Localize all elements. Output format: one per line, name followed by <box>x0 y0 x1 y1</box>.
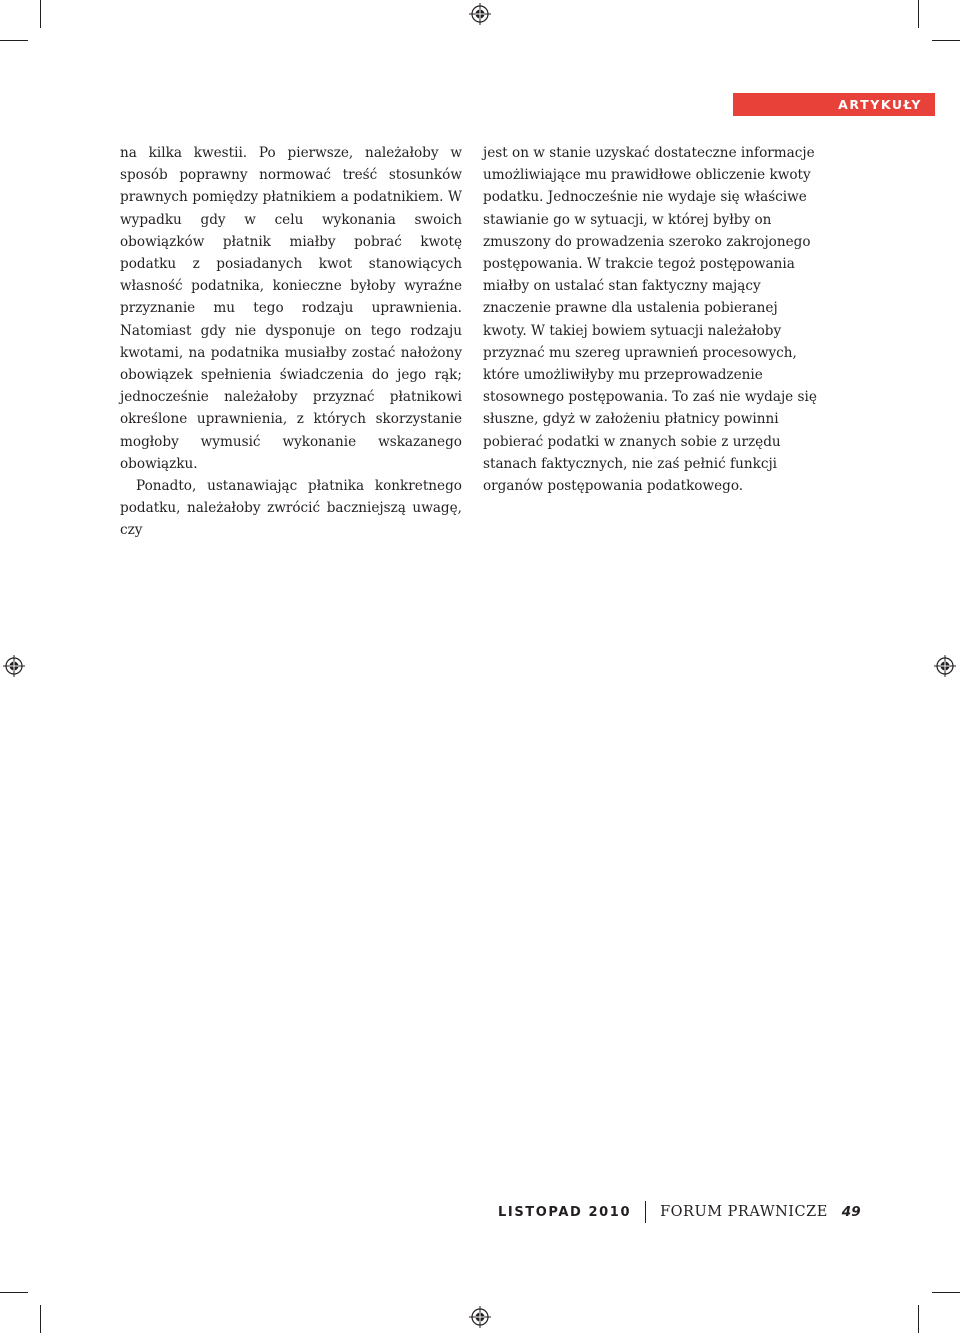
crop-mark <box>918 1305 919 1333</box>
paragraph: Ponadto, ustanawiając płatnika konkretnego podatku, należałoby zwrócić baczniejszą uwagę, czy <box>120 478 462 539</box>
page-footer <box>498 1200 861 1224</box>
page-number: 49 <box>841 1204 861 1220</box>
crop-mark <box>932 40 960 41</box>
crop-mark <box>40 1305 41 1333</box>
registration-mark-icon <box>934 655 956 677</box>
crop-mark <box>918 0 919 28</box>
text-column-right <box>483 142 825 497</box>
magazine-title: FORUM PRAWNICZE <box>660 1204 828 1220</box>
footer-divider <box>645 1201 646 1223</box>
paragraph: na kilka kwestii. Po pierwsze, należałoby w sposób poprawny normować treść stosunków prawnych pomiędzy płatnikiem a podatnikiem. W wypadku gdy w celu wykonania swoich obowiązków płatnik miałby pobrać kwotę podatku z posiadanych kwot stanowiących własność podatnika, konieczne byłoby wyraźne przyznanie mu tego rodzaju uprawnienia. Natomiast gdy nie dysponuje on tego rodzaju kwotami, na podatnika musiałby zostać nałożony obowiązek spełnienia świadczenia do jego rąk; jednocześnie należałoby przyznać płatnikowi określone uprawnienia, z których skorzystanie mogłoby wymusić wykonanie wskazanego obowiązku. <box>120 145 462 472</box>
registration-mark-icon <box>3 655 25 677</box>
crop-mark <box>932 1292 960 1293</box>
section-tag: ARTYKUŁY <box>733 93 935 116</box>
crop-mark <box>40 0 41 28</box>
registration-mark-icon <box>469 1306 491 1328</box>
crop-mark <box>0 40 28 41</box>
registration-mark-icon <box>469 3 491 25</box>
paragraph: jest on w stanie uzyskać dostateczne informacje umożliwiające mu prawidłowe obliczenie kwoty podatku. Jednocześnie nie wydaje się właściwe stawianie go w sytuacji, w której byłby on zmuszony do prowadzenia szeroko zakrojonego postępowania. W trakcie tegoż postępowania miałby on ustalać stan faktyczny mający znaczenie prawne dla ustalenia pobieranej kwoty. W takiej bowiem sytuacji należałoby przyznać mu szereg uprawnień procesowych, które umożliwiłyby mu przeprowadzenie stosownego postępowania. To zaś nie wydaje się słuszne, gdyż w założeniu płatnicy powinni pobierać podatki w znanych sobie z urzędu stanach faktycznych, nie zaś pełnić funkcji organów postępowania podatkowego. <box>483 145 817 495</box>
text-column-left <box>120 142 462 542</box>
issue-date: LISTOPAD 2010 <box>498 1204 632 1220</box>
crop-mark <box>0 1292 28 1293</box>
